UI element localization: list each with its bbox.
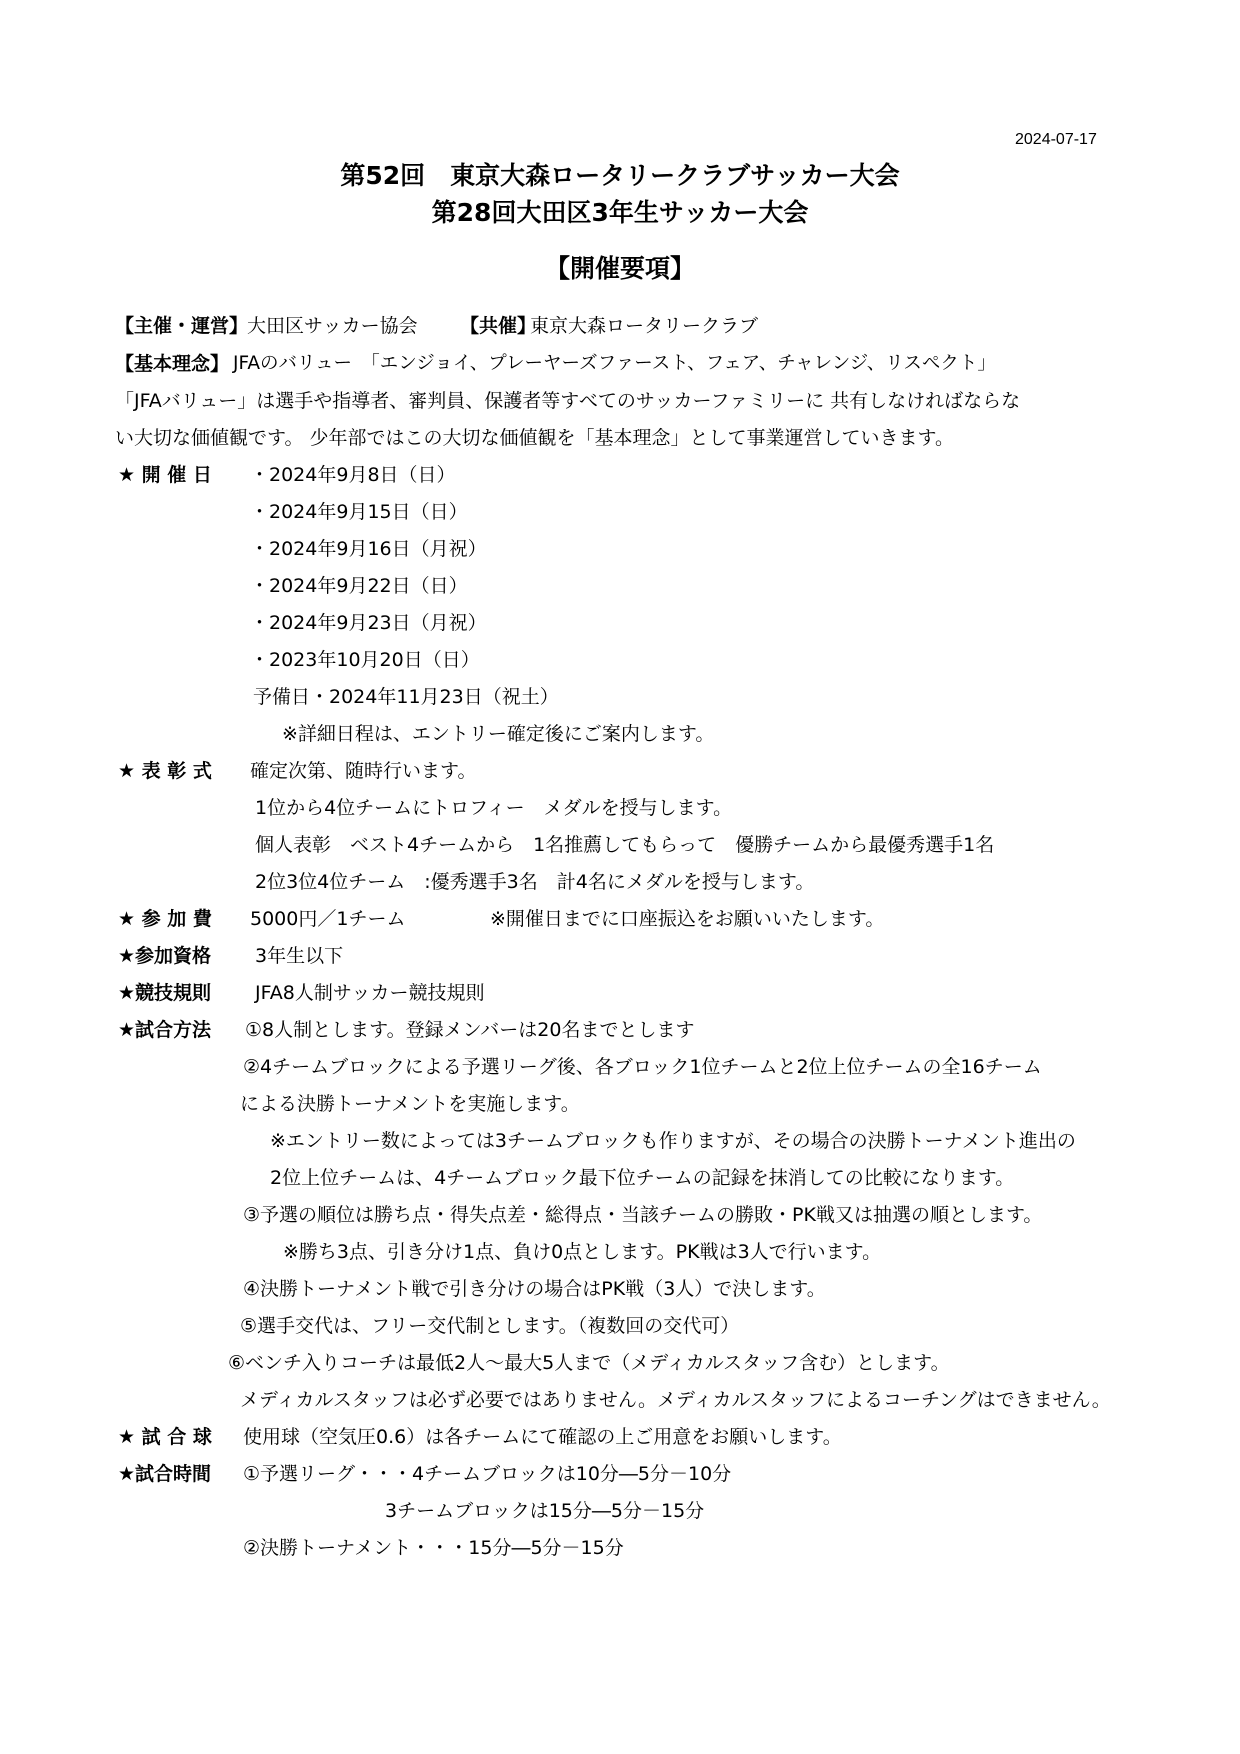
organizer-value: 大田区サッカー協会 (247, 315, 418, 337)
fee-label: ★ 参 加 費 (118, 908, 212, 930)
format-line: ⑤選手交代は、フリー交代制とします。（複数回の交代可） (240, 1315, 740, 1337)
eligibility-label: ★参加資格 (118, 945, 212, 967)
match-time-label: ★試合時間 (118, 1463, 212, 1485)
philosophy-label: 【基本理念】 (115, 353, 230, 375)
title-line-1: 第52回 東京大森ロータリークラブサッカー大会 (340, 161, 900, 190)
award-line: 確定次第、随時行います。 (250, 760, 477, 782)
award-line: 2位3位4位チーム :優秀選手3名 計4名にメダルを授与します。 (255, 871, 815, 893)
match-time-line: 3チームブロックは15分―5分－15分 (385, 1500, 705, 1522)
philosophy-value: JFAのバリュー 「エンジョイ、プレーヤーズファースト、フェア、チャレンジ、リスペクト」 (233, 353, 996, 374)
co-organizer-label: 【共催】 (460, 315, 537, 337)
fee-value: 5000円／1チーム (250, 908, 406, 930)
date-item: ・2024年9月15日（日） (250, 501, 468, 523)
rules-label: ★競技規則 (118, 982, 212, 1004)
format-line: メディカルスタッフは必ず必要ではありません。メディカルスタッフによるコーチングはできません。 (240, 1389, 1111, 1411)
co-organizer-value: 東京大森ロータリークラブ (530, 315, 759, 337)
ball-label: ★ 試 合 球 (118, 1426, 212, 1448)
format-line: ⑥ベンチ入りコーチは最低2人～最大5人まで（メディカルスタッフ含む）とします。 (228, 1352, 950, 1374)
format-line: ①8人制とします。登録メンバーは20名までとします (245, 1019, 695, 1041)
date-item: ・2024年9月22日（日） (250, 575, 468, 597)
date-item: ・2023年10月20日（日） (250, 649, 480, 671)
dates-label: ★ 開 催 日 (118, 464, 212, 486)
date-item: ・2024年9月8日（日） (250, 464, 456, 486)
format-line: ③予選の順位は勝ち点・得失点差・総得点・当該チームの勝敗・PK戦又は抽選の順とします。 (243, 1204, 1043, 1226)
dates-note: ※詳細日程は、エントリー確定後にご案内します。 (282, 723, 715, 745)
award-line: 個人表彰 ベスト4チームから 1名推薦してもらって 優勝チームから最優秀選手1名 (255, 834, 995, 856)
format-line: ④決勝トーナメント戦で引き分けの場合はPK戦（3人）で決します。 (243, 1278, 826, 1300)
title-line-2: 第28回大田区3年生サッカー大会 (431, 198, 809, 227)
match-time-line: ①予選リーグ・・・4チームブロックは10分―5分－10分 (243, 1463, 732, 1485)
award-line: 1位から4位チームにトロフィー メダルを授与します。 (255, 797, 733, 819)
format-label: ★試合方法 (118, 1019, 212, 1041)
format-line: ※勝ち3点、引き分け1点、負け0点とします。PK戦は3人で行います。 (283, 1241, 882, 1263)
eligibility-value: 3年生以下 (255, 945, 344, 967)
format-line: による決勝トーナメントを実施します。 (240, 1093, 580, 1115)
philosophy-line-2: 「JFAバリュー」は選手や指導者、審判員、保護者等すべてのサッカーファミリーに 共有しなければならな (115, 390, 1021, 412)
date-item: ・2024年9月23日（月祝） (250, 612, 487, 634)
fee-note: ※開催日までに口座振込をお願いいたします。 (490, 908, 885, 930)
rules-value: JFA8人制サッカー競技規則 (255, 982, 485, 1004)
match-time-line: ②決勝トーナメント・・・15分―5分－15分 (243, 1537, 624, 1559)
format-line: ②4チームブロックによる予選リーグ後、各ブロック1位チームと2位上位チームの全16チーム (243, 1056, 1042, 1078)
format-line: ※エントリー数によっては3チームブロックも作りますが、その場合の決勝トーナメント進出の (270, 1130, 1076, 1152)
reserve-date: 予備日・2024年11月23日（祝土） (253, 686, 559, 708)
section-heading: 【開催要項】 (544, 254, 695, 283)
award-label: ★ 表 彰 式 (118, 760, 212, 782)
philosophy-line-3: い大切な価値観です。 少年部ではこの大切な価値観を「基本理念」として事業運営していきます。 (115, 427, 955, 449)
ball-value: 使用球（空気圧0.6）は各チームにて確認の上ご用意をお願いします。 (243, 1426, 842, 1448)
format-line: 2位上位チームは、4チームブロック最下位チームの記録を抹消しての比較になります。 (270, 1167, 1015, 1189)
document-date: 2024-07-17 (1015, 131, 1097, 148)
organizer-label: 【主催・運営】 (115, 315, 249, 337)
date-item: ・2024年9月16日（月祝） (250, 538, 487, 560)
